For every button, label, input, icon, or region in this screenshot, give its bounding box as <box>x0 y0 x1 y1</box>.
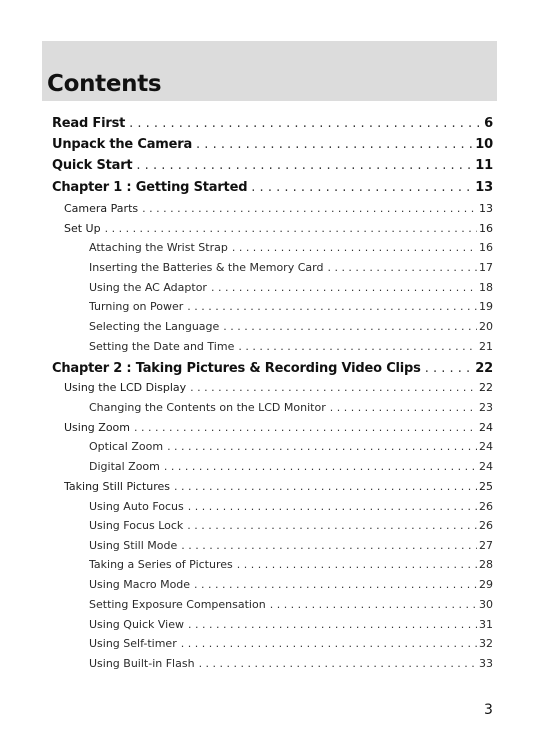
toc-entry-page: 28 <box>479 558 493 571</box>
page-title: Contents <box>47 71 162 97</box>
dot-leader <box>181 637 477 650</box>
toc-entry-label: Using Zoom <box>64 421 130 434</box>
dot-leader <box>330 401 477 414</box>
toc-entry-page: 31 <box>479 618 493 631</box>
toc-entry-label: Digital Zoom <box>89 460 160 473</box>
dot-leader <box>251 180 473 195</box>
toc-entry-label: Using the AC Adaptor <box>89 281 207 294</box>
toc-entry[interactable] <box>89 460 493 473</box>
toc-entry-page: 11 <box>475 158 493 173</box>
toc-entry[interactable] <box>89 637 493 650</box>
toc-entry[interactable] <box>52 361 493 376</box>
toc-entry[interactable] <box>64 381 493 394</box>
toc-entry-label: Unpack the Camera <box>52 137 193 152</box>
toc-entry-label: Optical Zoom <box>89 440 164 453</box>
toc-entry-page: 16 <box>479 241 493 254</box>
toc-entry[interactable] <box>52 180 493 195</box>
toc-entry-page: 22 <box>479 381 493 394</box>
dot-leader <box>181 539 477 552</box>
toc-entry[interactable] <box>52 116 493 131</box>
toc-entry-page: 10 <box>475 137 493 152</box>
dot-leader <box>188 500 477 513</box>
toc-entry-page: 6 <box>484 116 493 131</box>
toc-entry-page: 33 <box>479 657 493 670</box>
toc-entry-page: 18 <box>479 281 493 294</box>
toc-entry[interactable] <box>64 222 493 235</box>
toc-entry[interactable] <box>89 500 493 513</box>
dot-leader <box>187 300 477 313</box>
toc-entry-page: 30 <box>479 598 493 611</box>
toc-entry-label: Quick Start <box>52 158 133 173</box>
toc-entry-label: Set Up <box>64 222 101 235</box>
toc-entry-page: 23 <box>479 401 493 414</box>
toc-entry-label: Taking a Series of Pictures <box>89 558 233 571</box>
toc-entry[interactable] <box>89 340 493 353</box>
dot-leader <box>270 598 477 611</box>
toc-entry[interactable] <box>89 519 493 532</box>
toc-entry-label: Using Self-timer <box>89 637 177 650</box>
toc-entry-page: 25 <box>479 480 493 493</box>
dot-leader <box>211 281 477 294</box>
toc-entry[interactable] <box>89 401 493 414</box>
toc-entry-label: Selecting the Language <box>89 320 220 333</box>
toc-entry[interactable] <box>52 158 493 173</box>
dot-leader <box>167 440 477 453</box>
dot-leader <box>129 116 482 131</box>
toc-entry-label: Chapter 1 : Getting Started <box>52 180 248 195</box>
toc-entry-label: Chapter 2 : Taking Pictures & Recording Video Clips <box>52 361 421 376</box>
dot-leader <box>142 202 477 215</box>
toc-entry[interactable] <box>89 539 493 552</box>
toc-entry-page: 29 <box>479 578 493 591</box>
toc-entry-page: 32 <box>479 637 493 650</box>
dot-leader <box>187 519 477 532</box>
toc-entry-page: 26 <box>479 500 493 513</box>
toc-entry[interactable] <box>89 440 493 453</box>
toc-entry-page: 16 <box>479 222 493 235</box>
toc-entry-page: 19 <box>479 300 493 313</box>
toc-entry-page: 17 <box>479 261 493 274</box>
toc-entry-label: Using Built-in Flash <box>89 657 195 670</box>
dot-leader <box>238 340 477 353</box>
toc-entry-page: 24 <box>479 460 493 473</box>
dot-leader <box>232 241 477 254</box>
toc-entry-label: Using Quick View <box>89 618 184 631</box>
dot-leader <box>425 361 474 376</box>
dot-leader <box>190 381 477 394</box>
dot-leader <box>136 158 473 173</box>
toc-entry-page: 26 <box>479 519 493 532</box>
toc-entry-label: Using Still Mode <box>89 539 178 552</box>
dot-leader <box>134 421 477 434</box>
toc-entry-label: Using Macro Mode <box>89 578 191 591</box>
dot-leader <box>327 261 477 274</box>
toc-entry[interactable] <box>89 261 493 274</box>
toc-entry[interactable] <box>89 320 493 333</box>
toc-entry-page: 24 <box>479 421 493 434</box>
dot-leader <box>188 618 477 631</box>
toc-entry-page: 22 <box>475 361 493 376</box>
toc-entry-page: 13 <box>475 180 493 195</box>
toc-entry[interactable] <box>89 618 493 631</box>
dot-leader <box>223 320 477 333</box>
dot-leader <box>174 480 477 493</box>
toc-entry-label: Changing the Contents on the LCD Monitor <box>89 401 326 414</box>
toc-entry[interactable] <box>89 241 493 254</box>
toc-entry[interactable] <box>64 421 493 434</box>
toc-entry[interactable] <box>64 480 493 493</box>
toc-entry[interactable] <box>89 300 493 313</box>
toc-entry-label: Setting Exposure Compensation <box>89 598 266 611</box>
toc-entry[interactable] <box>64 202 493 215</box>
toc-entry-page: 21 <box>479 340 493 353</box>
toc-entry-label: Inserting the Batteries & the Memory Card <box>89 261 324 274</box>
toc-entry-label: Using the LCD Display <box>64 381 187 394</box>
toc-entry-page: 13 <box>479 202 493 215</box>
toc-entry-label: Taking Still Pictures <box>64 480 171 493</box>
dot-leader <box>196 137 473 152</box>
toc-entry-label: Read First <box>52 116 126 131</box>
toc-entry[interactable] <box>89 598 493 611</box>
toc-entry-page: 24 <box>479 440 493 453</box>
toc-entry-label: Using Auto Focus <box>89 500 184 513</box>
toc-entry-label: Attaching the Wrist Strap <box>89 241 228 254</box>
toc-entry[interactable] <box>89 281 493 294</box>
toc-entry-label: Camera Parts <box>64 202 139 215</box>
toc-entry-label: Setting the Date and Time <box>89 340 235 353</box>
toc-entry-label: Using Focus Lock <box>89 519 184 532</box>
dot-leader <box>105 222 477 235</box>
toc-entry-page: 27 <box>479 539 493 552</box>
dot-leader <box>237 558 477 571</box>
toc-entry[interactable] <box>89 657 493 670</box>
toc-entry[interactable] <box>52 137 493 152</box>
dot-leader <box>199 657 477 670</box>
page-number: 3 <box>484 702 493 718</box>
dot-leader <box>164 460 477 473</box>
toc-entry[interactable] <box>89 558 493 571</box>
dot-leader <box>194 578 477 591</box>
toc-entry[interactable] <box>89 578 493 591</box>
toc-entry-page: 20 <box>479 320 493 333</box>
toc-entry-label: Turning on Power <box>89 300 184 313</box>
